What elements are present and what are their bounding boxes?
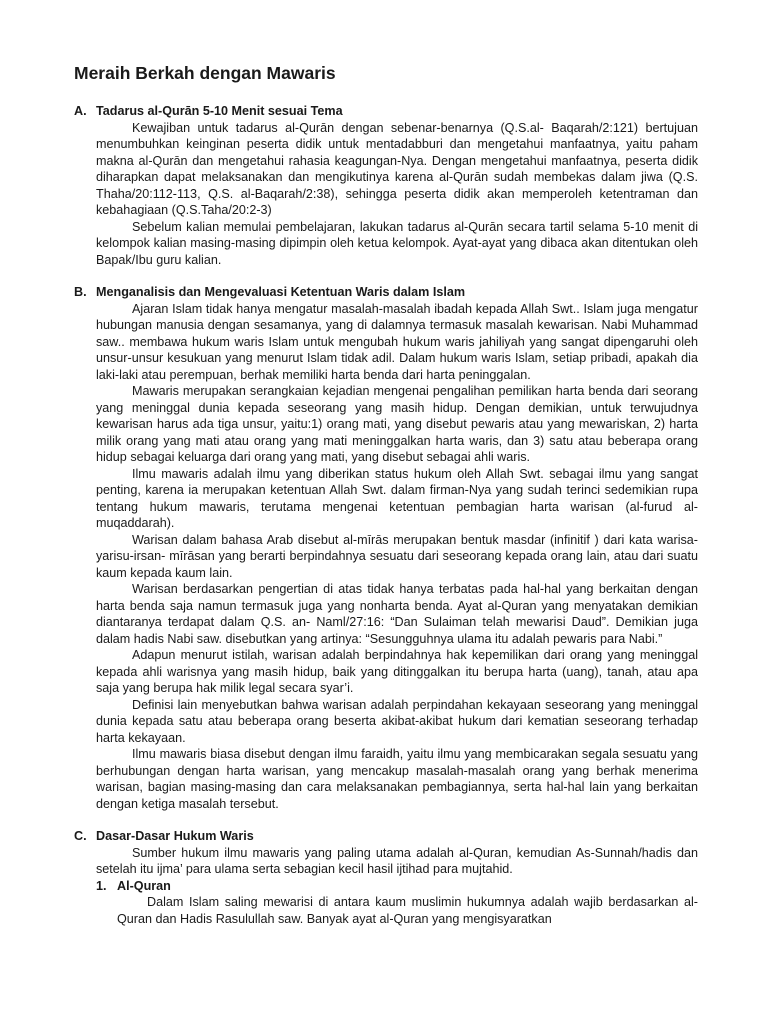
section-letter: B. xyxy=(74,285,87,299)
section-gap xyxy=(74,268,698,284)
paragraph: Adapun menurut istilah, warisan adalah berpindahnya hak kepemilikan dari orang yang meninggal kepada ahli warisnya yang masih hidup, baik yang ditinggalkan itu berupa harta (uang), tanah, atau apa saja yang berupa hak milik legal secara syar’i. xyxy=(96,648,698,695)
section-title: Tadarus al-Qurān 5-10 Menit sesuai Tema xyxy=(96,104,343,118)
paragraph: Warisan dalam bahasa Arab disebut al-mīrās merupakan bentuk masdar (infinitif ) dari kata warisa-yarisu-irsan- mīrāsan yang berarti berpindahnya sesuatu dari seseorang kepada orang lain, atau dari suatu kaum kepada kaum lain. xyxy=(96,532,698,580)
paragraph: Sumber hukum ilmu mawaris yang paling utama adalah al-Quran, kemudian As-Sunnah/hadis dan setelah itu ijma’ para ulama serta sebagian kecil hasil ijtihad para mujtahid. xyxy=(96,845,698,876)
section-body xyxy=(96,120,698,269)
paragraph: Sebelum kalian memulai pembelajaran, lakukan tadarus al-Qurān secara tartil selama 5-10 menit di kelompok kalian masing-masing dipimpin oleh ketua kelompok. Ayat-ayat yang dibaca akan ditentukan oleh Bapak/Ibu guru kalian. xyxy=(96,219,698,267)
section-heading xyxy=(74,828,698,845)
paragraph: Definisi lain menyebutkan bahwa warisan adalah perpindahan kekayaan seseorang yang meninggal dunia kepada satu atau beberapa orang beserta akibat-akibat hukum dari kematian seseorang terhadap harta kekayaan. xyxy=(96,697,698,745)
paragraph: Ajaran Islam tidak hanya mengatur masalah-masalah ibadah kepada Allah Swt.. Islam juga mengatur hubungan manusia dengan sesamanya, yang di dalamnya termasuk masalah kewarisan. Nabi Muhammad saw.. membawa hukum waris Islam untuk mengubah hukum waris jahiliyah yang sangat dipengaruhi oleh unsur-unsur kesukuan yang menurut Islam tidak adil. Dalam hukum waris Islam, setiap pribadi, apakah dia laki-laki atau perempuan, berhak memiliki harta benda dari harta peninggalan. xyxy=(96,301,698,382)
section-letter: A. xyxy=(74,104,87,118)
paragraph: Ilmu mawaris adalah ilmu yang diberikan status hukum oleh Allah Swt. sebagai ilmu yang sangat penting, karena ia merupakan ketentuan Allah Swt. dalam firman-Nya yang sudah terinci sedemikian rupa tentang hukum mawaris, terutama mengenai ketentuan pembagian harta warisan (al-furud al- muqaddarah). xyxy=(96,466,698,530)
paragraph: Kewajiban untuk tadarus al-Qurān dengan sebenar-benarnya (Q.S.al- Baqarah/2:121) bertujuan menumbuhkan keinginan peserta didik untuk mentadabburi dan mengetahui manfaatnya, yaitu paham makna al-Qurān dan mengetahui rahasia keagungan-Nya. Dengan mengetahui manfaatnya, peserta didik diharapkan dapat melaksanakan dan mengikutinya karena al-Qurān sudah membekas dalam jiwa (Q.S. Thaha/20:112-113, Q.S. al-Baqarah/2:38), sehingga peserta didik akan memperoleh ketentraman dan kebahagiaan (Q.S.Taha/20:2-3) xyxy=(96,120,698,217)
section-a xyxy=(74,103,698,268)
section-heading xyxy=(74,284,698,301)
subsection-heading xyxy=(96,878,698,895)
section-title: Dasar-Dasar Hukum Waris xyxy=(96,829,254,843)
section-title: Menganalisis dan Mengevaluasi Ketentuan Waris dalam Islam xyxy=(96,285,466,299)
section-c xyxy=(74,828,698,927)
paragraph: Dalam Islam saling mewarisi di antara kaum muslimin hukumnya adalah wajib berdasarkan al-Quran dan Hadis Rasulullah saw. Banyak ayat al-Quran yang mengisyaratkan xyxy=(117,895,698,926)
section-body xyxy=(96,845,698,928)
section-letter: C. xyxy=(74,829,87,843)
subsection-number: 1. xyxy=(96,878,107,893)
section-body xyxy=(96,301,698,813)
section-gap xyxy=(74,812,698,828)
paragraph: Ilmu mawaris biasa disebut dengan ilmu faraidh, yaitu ilmu yang membicarakan segala sesuatu yang berhubungan dengan harta warisan, yang mencakup masalah-masalah orang yang berhak menerima warisan, bagian masing-masing dan cara melaksanakan pembagiannya, serta hal-hal lain yang berkaitan dengan ketiga masalah tersebut. xyxy=(96,747,698,811)
section-b xyxy=(74,284,698,812)
subsection-title: Al-Quran xyxy=(117,878,171,893)
paragraph: Warisan berdasarkan pengertian di atas tidak hanya terbatas pada hal-hal yang berkaitan dengan harta benda saja namun termasuk juga yang nonharta benda. Ayat al-Quran yang menyatakan demikian diantaranya terdapat dalam Q.S. an- Naml/27:16: “Dan Sulaiman telah mewarisi Daud”. Demikian juga dalam hadis Nabi saw. disebutkan yang artinya: “Sesungguhnya ulama itu adalah pewaris para Nabi.” xyxy=(96,582,698,646)
paragraph: Mawaris merupakan serangkaian kejadian mengenai pengalihan pemilikan harta benda dari seorang yang meninggal dunia kepada seseorang yang masih hidup. Dengan demikian, untuk terwujudnya kewarisan harus ada tiga unsur, yaitu:1) orang mati, yang disebut pewaris atau yang mewariskan, 2) harta milik orang yang mati atau orang yang mati meninggalkan harta waris, dan 3) satu atau beberapa orang hidup sebagai keluarga dari orang yang mati, yang disebut sebagai ahli waris. xyxy=(96,384,698,464)
section-heading xyxy=(74,103,698,120)
page-title: Meraih Berkah dengan Mawaris xyxy=(74,63,336,83)
subsection-body xyxy=(117,894,698,927)
